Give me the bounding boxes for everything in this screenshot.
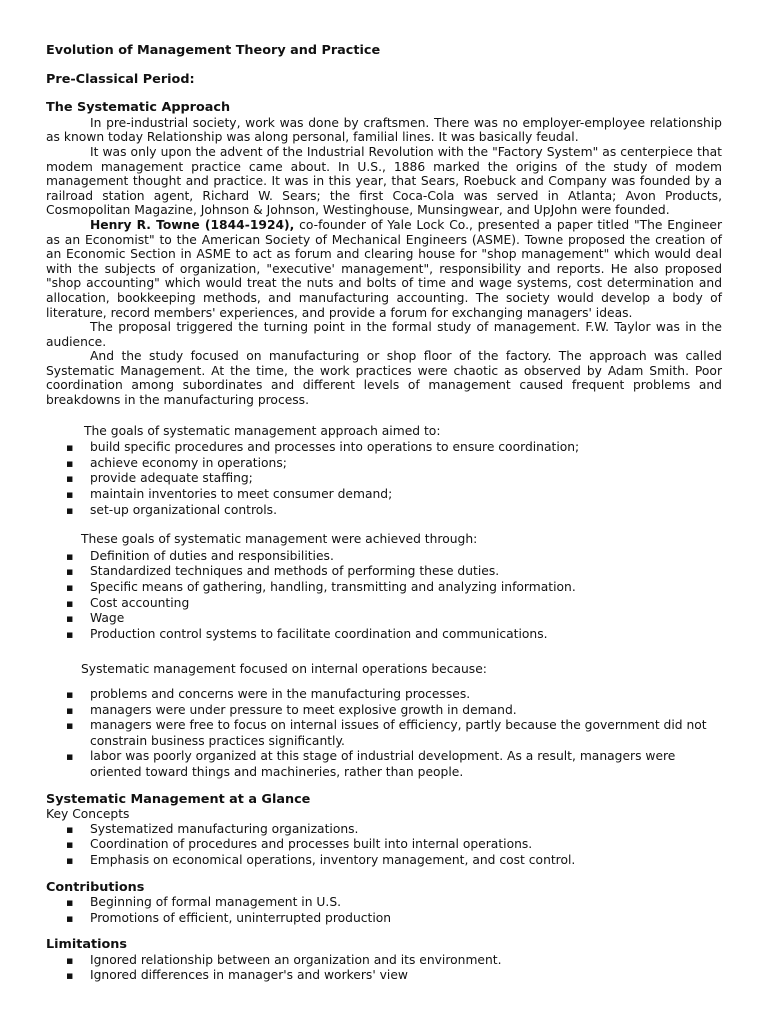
key-concepts-list — [46, 822, 722, 869]
paragraph-study-focus: And the study focused on manufacturing or shop floor of the factory. The approach was called Systematic Management. At the time, the work practices were chaotic as observed by Adam Smith. Poor coordination among subordinates and different levels of management caused frequent problems and breakdowns in the manufacturing process. — [46, 349, 722, 408]
list-item: ▪ labor was poorly organized at this stage of industrial development. As a result, managers were oriented toward things and machineries, rather than people. — [46, 749, 722, 780]
key-concepts-label: Key Concepts — [46, 807, 130, 822]
list-item: ▪ problems and concerns were in the manufacturing processes. — [46, 687, 722, 703]
paragraph-industrial-revolution: It was only upon the advent of the Industrial Revolution with the "Factory System" as centerpiece that modem management practice came about. In U.S., 1886 marked the origins of the study of modem management thought and practice. It was in this year, that Sears, Roebuck and Company was founded by a railroad station agent, Richard W. Sears; the first Coca-Cola was served in Atlanta; Avon Products, Cosmopolitan Magazine, Johnson & Johnson, Westinghouse, Munsingwear, and UpJohn were founded. — [46, 144, 722, 218]
paragraph-preindustrial: In pre-industrial society, work was done by craftsmen. There was no employer-employee relationship as known today Relationship was along personal, familial lines. It was basically feudal. — [46, 115, 722, 145]
list-item: ▪ managers were free to focus on internal issues of efficiency, partly because the government did not constrain business practices significantly. — [46, 718, 722, 749]
focused-list — [46, 687, 722, 781]
contributions-heading: Contributions — [46, 879, 145, 895]
list-item: ▪ Definition of duties and responsibilities. — [46, 549, 722, 565]
list-item: ▪ build specific procedures and processes into operations to ensure coordination; — [46, 440, 722, 456]
section-heading: The Systematic Approach — [46, 100, 231, 116]
list-item: ▪ Emphasis on economical operations, inventory management, and cost control. — [46, 853, 722, 869]
list-item: ▪ Systematized manufacturing organizations. — [46, 822, 722, 838]
list-item: ▪ Ignored relationship between an organization and its environment. — [46, 953, 722, 969]
list-item: ▪ Coordination of procedures and processes built into internal operations. — [46, 837, 722, 853]
list-item: ▪ Ignored differences in manager's and workers' view — [46, 968, 722, 984]
achieved-intro: These goals of systematic management were achieved through: — [81, 532, 478, 547]
limitations-heading: Limitations — [46, 937, 128, 953]
list-item: ▪ Production control systems to facilitate coordination and communications. — [46, 627, 722, 643]
towne-name: Henry R. Towne (1844-1924), — [90, 217, 295, 232]
period-heading: Pre-Classical Period: — [46, 71, 195, 87]
list-item: ▪ maintain inventories to meet consumer demand; — [46, 487, 722, 503]
towne-text: co-founder of Yale Lock Co., presented a paper titled "The Engineer as an Economist" to the American Society of Mechanical Engineers (ASME). Towne proposed the creation of an Economic Section in ASME to act as forum and clearing house for "shop management" which would deal with the subjects of organization, "executive' management", responsibility and reports. He also proposed "shop accounting" which would treat the nuts and bolts of time and wage systems, cost determination and allocation, bookkeeping methods, and manufacturing accounting. The society would develop a body of literature, record members' experiences, and provide a forum for exchanging managers' ideas. — [46, 217, 722, 320]
list-item: ▪ achieve economy in operations; — [46, 456, 722, 472]
goals-list — [46, 440, 722, 518]
glance-heading: Systematic Management at a Glance — [46, 791, 311, 807]
list-item: ▪ Beginning of formal management in U.S. — [46, 895, 722, 911]
contributions-list — [46, 895, 722, 926]
list-item: ▪ Wage — [46, 611, 722, 627]
paragraph-proposal: The proposal triggered the turning point in the formal study of management. F.W. Taylor was in the audience. — [46, 320, 722, 349]
list-item: ▪ Cost accounting — [46, 596, 722, 612]
list-item: ▪ managers were under pressure to meet explosive growth in demand. — [46, 703, 722, 719]
achieved-list — [46, 549, 722, 643]
list-item: ▪ provide adequate staffing; — [46, 471, 722, 487]
focused-intro: Systematic management focused on internal operations because: — [81, 662, 487, 677]
list-item: ▪ set-up organizational controls. — [46, 503, 722, 519]
list-item: ▪ Promotions of efficient, uninterrupted production — [46, 911, 722, 927]
list-item: ▪ Specific means of gathering, handling, transmitting and analyzing information. — [46, 580, 722, 596]
limitations-list — [46, 953, 722, 984]
list-item: ▪ Standardized techniques and methods of performing these duties. — [46, 564, 722, 580]
goals-intro: The goals of systematic management approach aimed to: — [84, 423, 441, 438]
document-title: Evolution of Management Theory and Practice — [46, 43, 381, 58]
paragraph-towne — [46, 218, 722, 320]
